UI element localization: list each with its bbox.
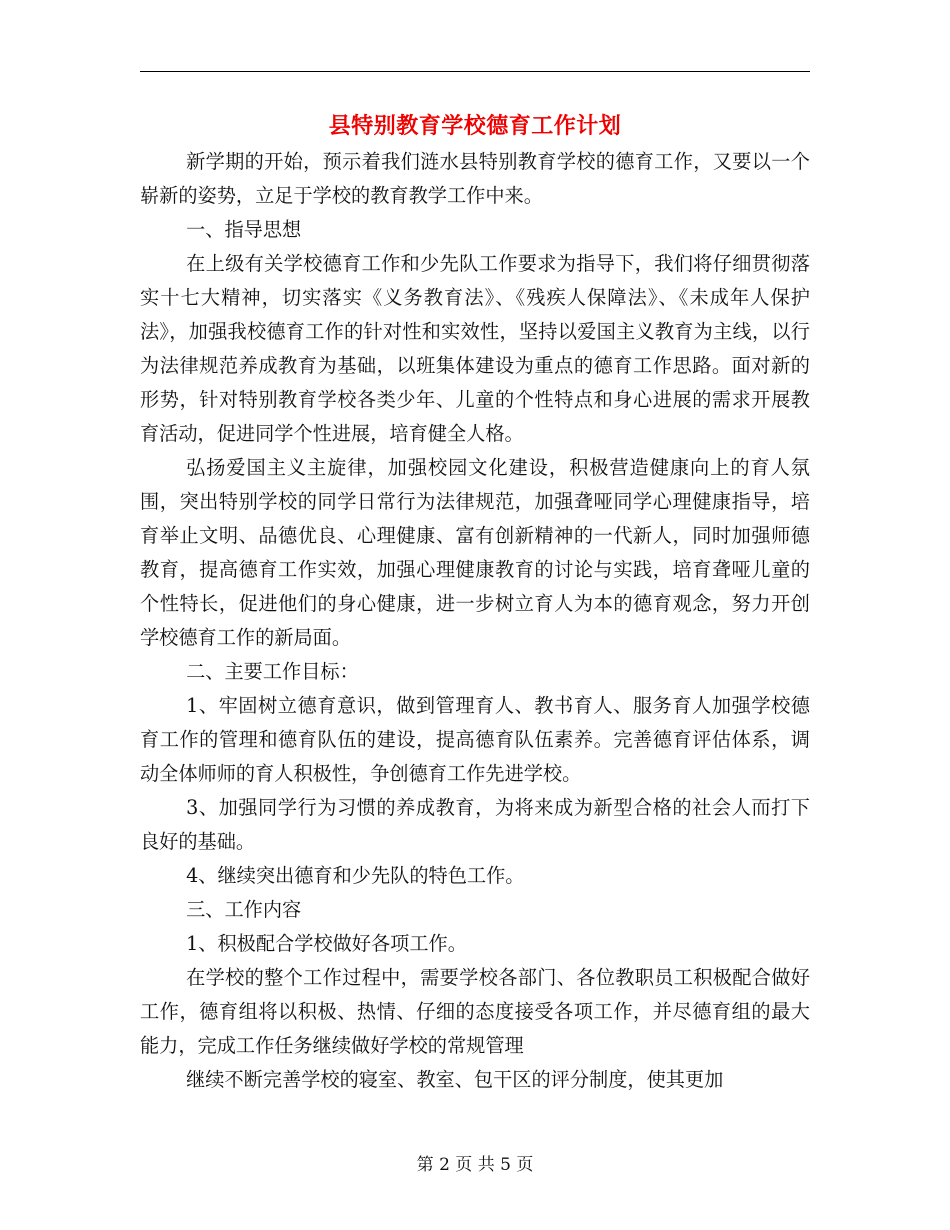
paragraph-rules: 继续不断完善学校的寝室、教室、包干区的评分制度，使其更加 [186, 1068, 724, 1091]
paragraph-patriotism: 弘扬爱国主义主旋律，加强校园文化建设，积极营造健康向上的育人氛围，突出特别学校的同学日常行为法律规范，加强聋哑同学心理健康指导，培育举止文明、品德优良、心理健康、富有创新精神的一代新人，同时加强师德教育，提高德育工作实效，加强心理健康教育的讨论与实践，培育聋哑儿童的个性特长，促进他们的身心健康，进一步树立育人为本的德育观念，努力开创学校德育工作的新局面。 [140, 456, 810, 649]
content-item-1: 1、积极配合学校做好各项工作。 [186, 932, 467, 955]
document-title: 县特别教育学校德育工作计划 [328, 113, 622, 139]
paragraph-intro: 新学期的开始，预示着我们涟水县特别教育学校的德育工作，又要以一个崭新的姿势，立足于学校的教育教学工作中来。 [140, 150, 810, 207]
paragraph-cooperation: 在学校的整个工作过程中，需要学校各部门、各位教职员工积极配合做好工作，德育组将以积极、热情、仔细的态度接受各项工作，并尽德育组的最大能力，完成工作任务继续做好学校的常规管理 [140, 966, 810, 1057]
section-heading-guiding-thought: 一、指导思想 [186, 218, 302, 241]
goal-item-3: 3、加强同学行为习惯的养成教育，为将来成为新型合格的社会人而打下良好的基础。 [140, 796, 810, 853]
paragraph-guiding-thought: 在上级有关学校德育工作和少先队工作要求为指导下，我们将仔细贯彻落实十七大精神，切实落实《义务教育法》、《残疾人保障法》、《未成年人保护法》，加强我校德育工作的针对性和实效性，坚持以爱国主义教育为主线，以行为法律规范养成教育为基础，以班集体建设为重点的德育工作思路。面对新的形势，针对特别教育学校各类少年、儿童的个性特点和身心进展的需求开展教育活动，促进同学个性进展，培育健全人格。 [140, 252, 810, 445]
goal-item-4: 4、继续突出德育和少先队的特色工作。 [186, 864, 525, 887]
goal-item-1: 1、牢固树立德育意识，做到管理育人、教书育人、服务育人加强学校德育工作的管理和德育队伍的建设，提高德育队伍素养。完善德育评估体系，调动全体师师的育人积极性，争创德育工作先进学校。 [140, 694, 810, 785]
section-heading-main-goals: 二、主要工作目标： [186, 660, 359, 683]
page-number-footer: 第 2 页 共 5 页 [416, 1155, 534, 1175]
header-rule [140, 71, 810, 72]
document-body [140, 145, 810, 1097]
section-heading-work-content: 三、工作内容 [186, 898, 302, 921]
